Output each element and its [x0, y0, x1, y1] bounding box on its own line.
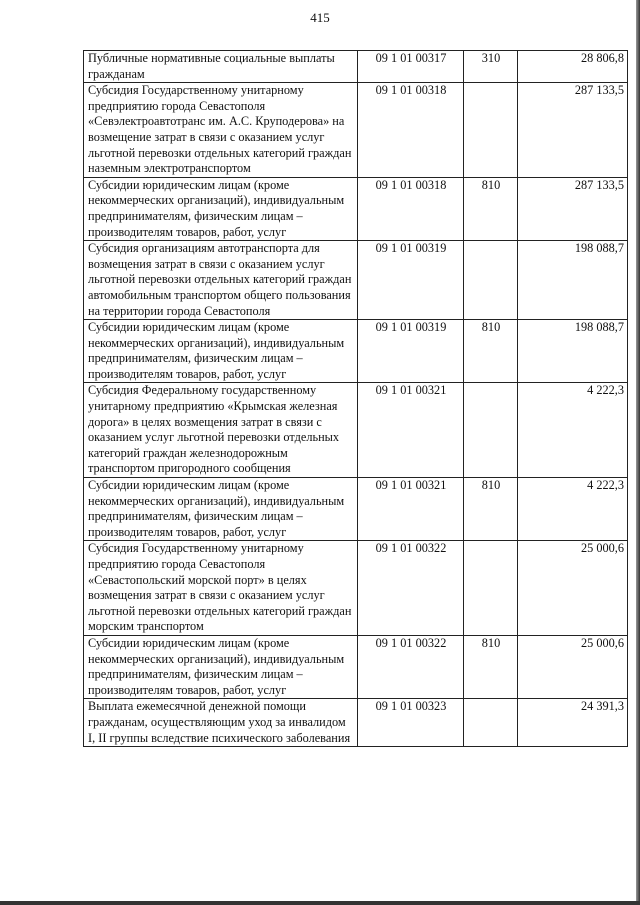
row-name: Субсидии юридическим лицам (кроме некоммерческих организаций), индивидуальным предпринимателям, физическим лицам – производителям товаров, работ, услуг	[84, 177, 358, 240]
scan-edge-bottom	[0, 901, 640, 905]
table-row	[84, 383, 628, 478]
row-code: 09 1 01 00318	[358, 177, 464, 240]
row-name: Субсидия организациям автотранспорта для возмещения затрат в связи с оказанием услуг льготной перевозки отдельных категорий граждан автомобильным транспортом общего пользования на территории города Севастополя	[84, 241, 358, 320]
row-code: 09 1 01 00321	[358, 478, 464, 541]
row-code: 09 1 01 00318	[358, 83, 464, 178]
row-type	[464, 83, 518, 178]
row-name: Субсидии юридическим лицам (кроме некоммерческих организаций), индивидуальным предпринимателям, физическим лицам – производителям товаров, работ, услуг	[84, 478, 358, 541]
scan-edge-right	[636, 0, 640, 905]
page-number: 415	[310, 10, 330, 25]
row-type: 310	[464, 51, 518, 83]
row-amount: 198 088,7	[518, 320, 628, 383]
row-amount: 287 133,5	[518, 177, 628, 240]
budget-table	[83, 50, 628, 747]
row-amount: 25 000,6	[518, 541, 628, 636]
table-row	[84, 320, 628, 383]
row-code: 09 1 01 00322	[358, 635, 464, 698]
table-row	[84, 177, 628, 240]
row-name: Субсидия Государственному унитарному предприятию города Севастополя «Севэлектроавтотранс им. А.С. Круподерова» на возмещение затрат в связи с оказанием услуг льготной перевозки отдельных категорий граждан наземным электротранспортом	[84, 83, 358, 178]
row-amount: 4 222,3	[518, 383, 628, 478]
row-amount: 24 391,3	[518, 699, 628, 747]
row-amount: 198 088,7	[518, 241, 628, 320]
row-name: Субсидии юридическим лицам (кроме некоммерческих организаций), индивидуальным предпринимателям, физическим лицам – производителям товаров, работ, услуг	[84, 320, 358, 383]
row-code: 09 1 01 00319	[358, 241, 464, 320]
table-row	[84, 635, 628, 698]
row-name: Субсидия Государственному унитарному предприятию города Севастополя «Севастопольский морской порт» в целях возмещения затрат в связи с оказанием услуг льготной перевозки отдельных категорий граждан морским транспортом	[84, 541, 358, 636]
table-row	[84, 541, 628, 636]
row-code: 09 1 01 00323	[358, 699, 464, 747]
row-name: Субсидии юридическим лицам (кроме некоммерческих организаций), индивидуальным предпринимателям, физическим лицам – производителям товаров, работ, услуг	[84, 635, 358, 698]
row-type: 810	[464, 320, 518, 383]
table-row	[84, 241, 628, 320]
table-row	[84, 83, 628, 178]
row-code: 09 1 01 00317	[358, 51, 464, 83]
row-name: Субсидия Федеральному государственному унитарному предприятию «Крымская железная дорога» в целях возмещения затрат в связи с оказанием услуг льготной перевозки отдельных категорий граждан железнодорожным транспортом пригородного сообщения	[84, 383, 358, 478]
row-name: Публичные нормативные социальные выплаты гражданам	[84, 51, 358, 83]
row-type: 810	[464, 478, 518, 541]
row-amount: 25 000,6	[518, 635, 628, 698]
row-name: Выплата ежемесячной денежной помощи гражданам, осуществляющим уход за инвалидом I, II группы вследствие психического заболевания	[84, 699, 358, 747]
table-row	[84, 699, 628, 747]
row-type: 810	[464, 635, 518, 698]
row-amount: 28 806,8	[518, 51, 628, 83]
table-row	[84, 51, 628, 83]
row-type	[464, 541, 518, 636]
row-type	[464, 383, 518, 478]
table-row	[84, 478, 628, 541]
row-amount: 287 133,5	[518, 83, 628, 178]
row-code: 09 1 01 00319	[358, 320, 464, 383]
row-amount: 4 222,3	[518, 478, 628, 541]
row-type	[464, 699, 518, 747]
row-type	[464, 241, 518, 320]
row-type: 810	[464, 177, 518, 240]
row-code: 09 1 01 00321	[358, 383, 464, 478]
row-code: 09 1 01 00322	[358, 541, 464, 636]
